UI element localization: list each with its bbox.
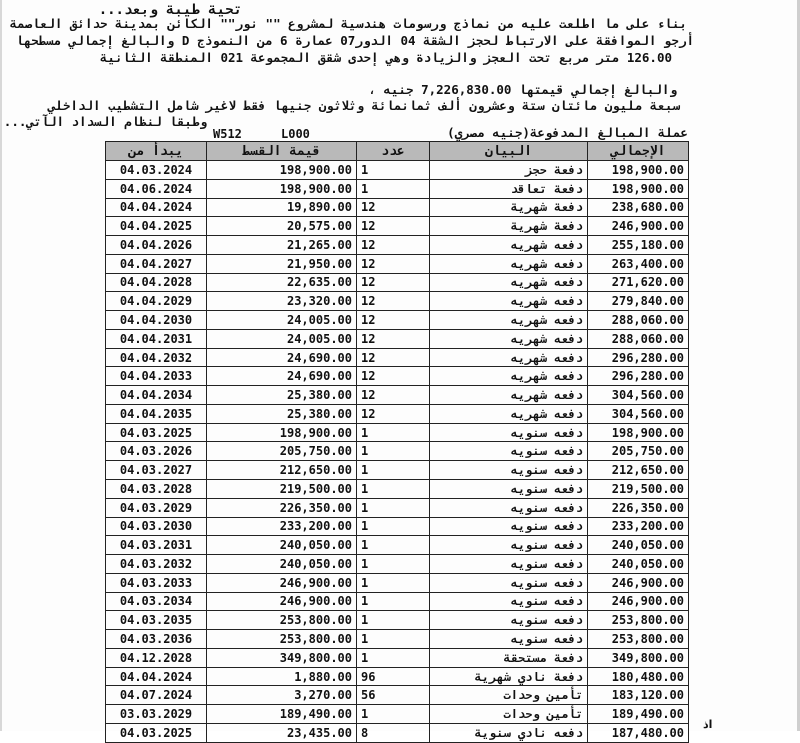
cell-installment-amount: 240,050.00 xyxy=(207,555,357,574)
cell-count: 1 xyxy=(357,517,430,536)
cell-installment-amount: 20,575.00 xyxy=(207,217,357,236)
cell-description: دفعه سنويه xyxy=(430,555,588,574)
cell-count: 12 xyxy=(357,348,430,367)
cell-total: 288,060.00 xyxy=(588,329,689,348)
cell-total: 240,050.00 xyxy=(588,555,689,574)
intro-line-3: 126.00 متر مربع تحت العجز والزيادة وهي إحدى شقق المجموعة 021 المنطقة الثانية xyxy=(100,50,672,65)
cell-start-date: 04.07.2024 xyxy=(106,686,207,705)
table-row xyxy=(106,611,689,630)
cell-total: 349,800.00 xyxy=(588,648,689,667)
cell-description: دفعه شهريه xyxy=(430,273,588,292)
cell-description: دفعه سنويه xyxy=(430,480,588,499)
cell-total: 240,050.00 xyxy=(588,536,689,555)
cell-count: 1 xyxy=(357,461,430,480)
table-row xyxy=(106,311,689,330)
cell-description: دفعه شهريه xyxy=(430,386,588,405)
cell-description: تأمين وحدات xyxy=(430,705,588,724)
cell-description: دفعه شهريه xyxy=(430,367,588,386)
cell-total: 233,200.00 xyxy=(588,517,689,536)
cell-description: دفعه شهريه xyxy=(430,254,588,273)
cell-count: 12 xyxy=(357,217,430,236)
cell-installment-amount: 21,265.00 xyxy=(207,236,357,255)
table-row xyxy=(106,292,689,311)
cell-count: 12 xyxy=(357,329,430,348)
cell-start-date: 04.04.2035 xyxy=(106,404,207,423)
cell-count: 12 xyxy=(357,386,430,405)
cell-installment-amount: 23,320.00 xyxy=(207,292,357,311)
cell-description: دفعه سنويه xyxy=(430,423,588,442)
cell-description: تأمين وحدات xyxy=(430,686,588,705)
table-row xyxy=(106,273,689,292)
cell-installment-amount: 3,270.00 xyxy=(207,686,357,705)
cell-start-date: 04.03.2031 xyxy=(106,536,207,555)
table-row xyxy=(106,667,689,686)
cell-count: 12 xyxy=(357,367,430,386)
cell-total: 219,500.00 xyxy=(588,480,689,499)
cell-installment-amount: 246,900.00 xyxy=(207,573,357,592)
cell-count: 96 xyxy=(357,667,430,686)
cell-count: 1 xyxy=(357,611,430,630)
cell-description: دفعه شهريه xyxy=(430,404,588,423)
cell-description: دفعه شهريه xyxy=(430,329,588,348)
level-code: L000 xyxy=(281,127,310,141)
cell-installment-amount: 240,050.00 xyxy=(207,536,357,555)
cell-installment-amount: 253,800.00 xyxy=(207,630,357,649)
cell-installment-amount: 226,350.00 xyxy=(207,498,357,517)
cell-start-date: 04.03.2034 xyxy=(106,592,207,611)
greeting-line: تحية طيبة وبعد... xyxy=(98,2,242,18)
cell-description: دفعة حجز xyxy=(430,161,588,180)
cell-start-date: 04.04.2027 xyxy=(106,254,207,273)
cell-total: 187,480.00 xyxy=(588,723,689,742)
cell-description: دفعه سنويه xyxy=(430,461,588,480)
cell-description: دفعة نادي شهرية xyxy=(430,667,588,686)
table-row xyxy=(106,161,689,180)
unit-code: W512 xyxy=(213,127,242,141)
cell-total: 205,750.00 xyxy=(588,442,689,461)
cell-description: دفعه شهريه xyxy=(430,236,588,255)
cell-description: دفعه سنويه xyxy=(430,592,588,611)
cell-count: 1 xyxy=(357,161,430,180)
cell-start-date: 04.03.2026 xyxy=(106,442,207,461)
cell-installment-amount: 189,490.00 xyxy=(207,705,357,724)
cell-total: 296,280.00 xyxy=(588,348,689,367)
cell-start-date: 04.03.2032 xyxy=(106,555,207,574)
total-value-line: والبالغ إجمالي قيمتها 7,226,830.00 جنيه ، xyxy=(368,82,677,97)
cell-start-date: 04.04.2024 xyxy=(106,667,207,686)
cell-start-date: 04.03.2033 xyxy=(106,573,207,592)
cell-start-date: 04.03.2027 xyxy=(106,461,207,480)
cell-start-date: 04.03.2029 xyxy=(106,498,207,517)
table-row xyxy=(106,423,689,442)
cell-description: دفعه سنويه xyxy=(430,536,588,555)
cell-count: 1 xyxy=(357,630,430,649)
cell-installment-amount: 24,005.00 xyxy=(207,329,357,348)
cell-count: 12 xyxy=(357,273,430,292)
cell-description: دفعة تعاقد xyxy=(430,179,588,198)
table-row xyxy=(106,386,689,405)
cell-total: 238,680.00 xyxy=(588,198,689,217)
cell-start-date: 04.04.2025 xyxy=(106,217,207,236)
cell-total: 288,060.00 xyxy=(588,311,689,330)
cell-total: 183,120.00 xyxy=(588,686,689,705)
header-start-date: يبدأ من xyxy=(106,142,207,161)
intro-line-1: بناء على ما اطلعت عليه من نماذج ورسومات هندسية لمشروع "" نور"" الكائن بمدينة حدائق العاصمة xyxy=(9,16,687,31)
table-row xyxy=(106,686,689,705)
cell-description: دفعه سنويه xyxy=(430,630,588,649)
cell-total: 255,180.00 xyxy=(588,236,689,255)
table-row xyxy=(106,348,689,367)
cell-count: 1 xyxy=(357,536,430,555)
table-row xyxy=(106,573,689,592)
cell-start-date: 04.04.2029 xyxy=(106,292,207,311)
cell-start-date: 04.04.2031 xyxy=(106,329,207,348)
cell-installment-amount: 24,690.00 xyxy=(207,348,357,367)
table-row xyxy=(106,480,689,499)
cell-start-date: 04.03.2024 xyxy=(106,161,207,180)
cell-description: دفعة شهرية xyxy=(430,198,588,217)
payment-schedule-table xyxy=(105,141,689,743)
cell-start-date: 04.04.2033 xyxy=(106,367,207,386)
cell-installment-amount: 25,380.00 xyxy=(207,386,357,405)
cell-installment-amount: 349,800.00 xyxy=(207,648,357,667)
cell-total: 304,560.00 xyxy=(588,386,689,405)
cell-total: 226,350.00 xyxy=(588,498,689,517)
cell-count: 12 xyxy=(357,198,430,217)
cell-installment-amount: 198,900.00 xyxy=(207,423,357,442)
cell-count: 1 xyxy=(357,442,430,461)
table-row xyxy=(106,555,689,574)
cell-installment-amount: 219,500.00 xyxy=(207,480,357,499)
table-row xyxy=(106,179,689,198)
cell-start-date: 04.04.2028 xyxy=(106,273,207,292)
intro-line-2: أرجو الموافقة على الارتباط لحجز الشقة 04 الدور07 عمارة 6 من النموذج D والبالغ إجمالي مسطحها xyxy=(16,33,694,48)
cell-count: 1 xyxy=(357,705,430,724)
cell-start-date: 04.03.2036 xyxy=(106,630,207,649)
table-row xyxy=(106,592,689,611)
cell-count: 1 xyxy=(357,498,430,517)
cell-count: 1 xyxy=(357,648,430,667)
cell-description: دفعه سنويه xyxy=(430,442,588,461)
cell-total: 198,900.00 xyxy=(588,179,689,198)
cell-count: 1 xyxy=(357,555,430,574)
cell-installment-amount: 253,800.00 xyxy=(207,611,357,630)
cell-count: 8 xyxy=(357,723,430,742)
cell-start-date: 04.03.2028 xyxy=(106,480,207,499)
cell-start-date: 04.03.2035 xyxy=(106,611,207,630)
cell-start-date: 04.06.2024 xyxy=(106,179,207,198)
cell-count: 12 xyxy=(357,236,430,255)
header-total: الإجمالي xyxy=(588,142,689,161)
cell-count: 12 xyxy=(357,292,430,311)
cell-installment-amount: 23,435.00 xyxy=(207,723,357,742)
table-row xyxy=(106,648,689,667)
cell-installment-amount: 21,950.00 xyxy=(207,254,357,273)
table-row xyxy=(106,404,689,423)
cell-description: دفعه سنويه xyxy=(430,498,588,517)
cell-start-date: 04.04.2030 xyxy=(106,311,207,330)
cell-total: 271,620.00 xyxy=(588,273,689,292)
cell-installment-amount: 198,900.00 xyxy=(207,179,357,198)
cell-start-date: 04.04.2026 xyxy=(106,236,207,255)
cell-total: 253,800.00 xyxy=(588,630,689,649)
cell-total: 198,900.00 xyxy=(588,423,689,442)
cell-installment-amount: 205,750.00 xyxy=(207,442,357,461)
cell-installment-amount: 24,005.00 xyxy=(207,311,357,330)
cell-total: 198,900.00 xyxy=(588,161,689,180)
cell-start-date: 03.03.2029 xyxy=(106,705,207,724)
cell-description: دفعه سنويه xyxy=(430,611,588,630)
table-row xyxy=(106,217,689,236)
cell-description: دفعه سنويه xyxy=(430,517,588,536)
cell-count: 1 xyxy=(357,179,430,198)
header-count: عدد xyxy=(357,142,430,161)
cell-total: 253,800.00 xyxy=(588,611,689,630)
currency-note: عملة المبالغ المدفوعة(جنيه مصري) xyxy=(447,125,688,140)
cell-installment-amount: 233,200.00 xyxy=(207,517,357,536)
cell-installment-amount: 212,650.00 xyxy=(207,461,357,480)
cell-installment-amount: 198,900.00 xyxy=(207,161,357,180)
cell-count: 12 xyxy=(357,254,430,273)
cell-count: 1 xyxy=(357,480,430,499)
table-row xyxy=(106,198,689,217)
cell-description: دفعة مستحقة xyxy=(430,648,588,667)
cell-start-date: 04.03.2025 xyxy=(106,723,207,742)
cell-total: 263,400.00 xyxy=(588,254,689,273)
cell-installment-amount: 25,380.00 xyxy=(207,404,357,423)
letter-header xyxy=(2,0,797,140)
cell-start-date: 04.04.2032 xyxy=(106,348,207,367)
cell-installment-amount: 1,880.00 xyxy=(207,667,357,686)
cell-total: 180,480.00 xyxy=(588,667,689,686)
cell-count: 1 xyxy=(357,423,430,442)
cell-start-date: 04.04.2024 xyxy=(106,198,207,217)
table-row xyxy=(106,442,689,461)
cell-total: 279,840.00 xyxy=(588,292,689,311)
cell-count: 1 xyxy=(357,592,430,611)
payment-system-line: وطبقا لنظام السداد الآتي... xyxy=(3,114,207,129)
cell-count: 12 xyxy=(357,404,430,423)
cell-description: دفعه شهريه xyxy=(430,292,588,311)
cell-total: 212,650.00 xyxy=(588,461,689,480)
cell-start-date: 04.03.2025 xyxy=(106,423,207,442)
cell-total: 296,280.00 xyxy=(588,367,689,386)
footer-mark: اذ xyxy=(703,718,713,731)
cell-total: 189,490.00 xyxy=(588,705,689,724)
table-row xyxy=(106,367,689,386)
cell-description: دفعة شهرية xyxy=(430,217,588,236)
cell-start-date: 04.03.2030 xyxy=(106,517,207,536)
cell-count: 56 xyxy=(357,686,430,705)
cell-installment-amount: 19,890.00 xyxy=(207,198,357,217)
total-words-line: سبعة مليون مائتان ستة وعشرون ألف ثمانمائة وثلاثون جنيها فقط لاغير شامل التشطيب الداخلي xyxy=(47,98,680,113)
cell-count: 1 xyxy=(357,573,430,592)
cell-installment-amount: 22,635.00 xyxy=(207,273,357,292)
table-body xyxy=(106,161,689,743)
cell-total: 304,560.00 xyxy=(588,404,689,423)
cell-description: دفعه شهريه xyxy=(430,348,588,367)
header-installment-amount: قيمة القسط xyxy=(207,142,357,161)
cell-total: 246,900.00 xyxy=(588,217,689,236)
table-header-row xyxy=(106,142,689,161)
table-row xyxy=(106,517,689,536)
cell-total: 246,900.00 xyxy=(588,592,689,611)
table-row xyxy=(106,705,689,724)
table-row xyxy=(106,630,689,649)
table-row xyxy=(106,236,689,255)
header-description: البيان xyxy=(430,142,588,161)
table-row xyxy=(106,536,689,555)
table-row xyxy=(106,461,689,480)
cell-installment-amount: 246,900.00 xyxy=(207,592,357,611)
cell-start-date: 04.12.2028 xyxy=(106,648,207,667)
cell-count: 12 xyxy=(357,311,430,330)
cell-description: دفعه شهريه xyxy=(430,311,588,330)
table-row xyxy=(106,723,689,742)
cell-description: دفعه نادي سنوية xyxy=(430,723,588,742)
table-meta-row xyxy=(105,127,688,141)
table-row xyxy=(106,329,689,348)
table-row xyxy=(106,254,689,273)
cell-installment-amount: 24,690.00 xyxy=(207,367,357,386)
table-row xyxy=(106,498,689,517)
cell-description: دفعه سنويه xyxy=(430,573,588,592)
cell-start-date: 04.04.2034 xyxy=(106,386,207,405)
cell-total: 246,900.00 xyxy=(588,573,689,592)
